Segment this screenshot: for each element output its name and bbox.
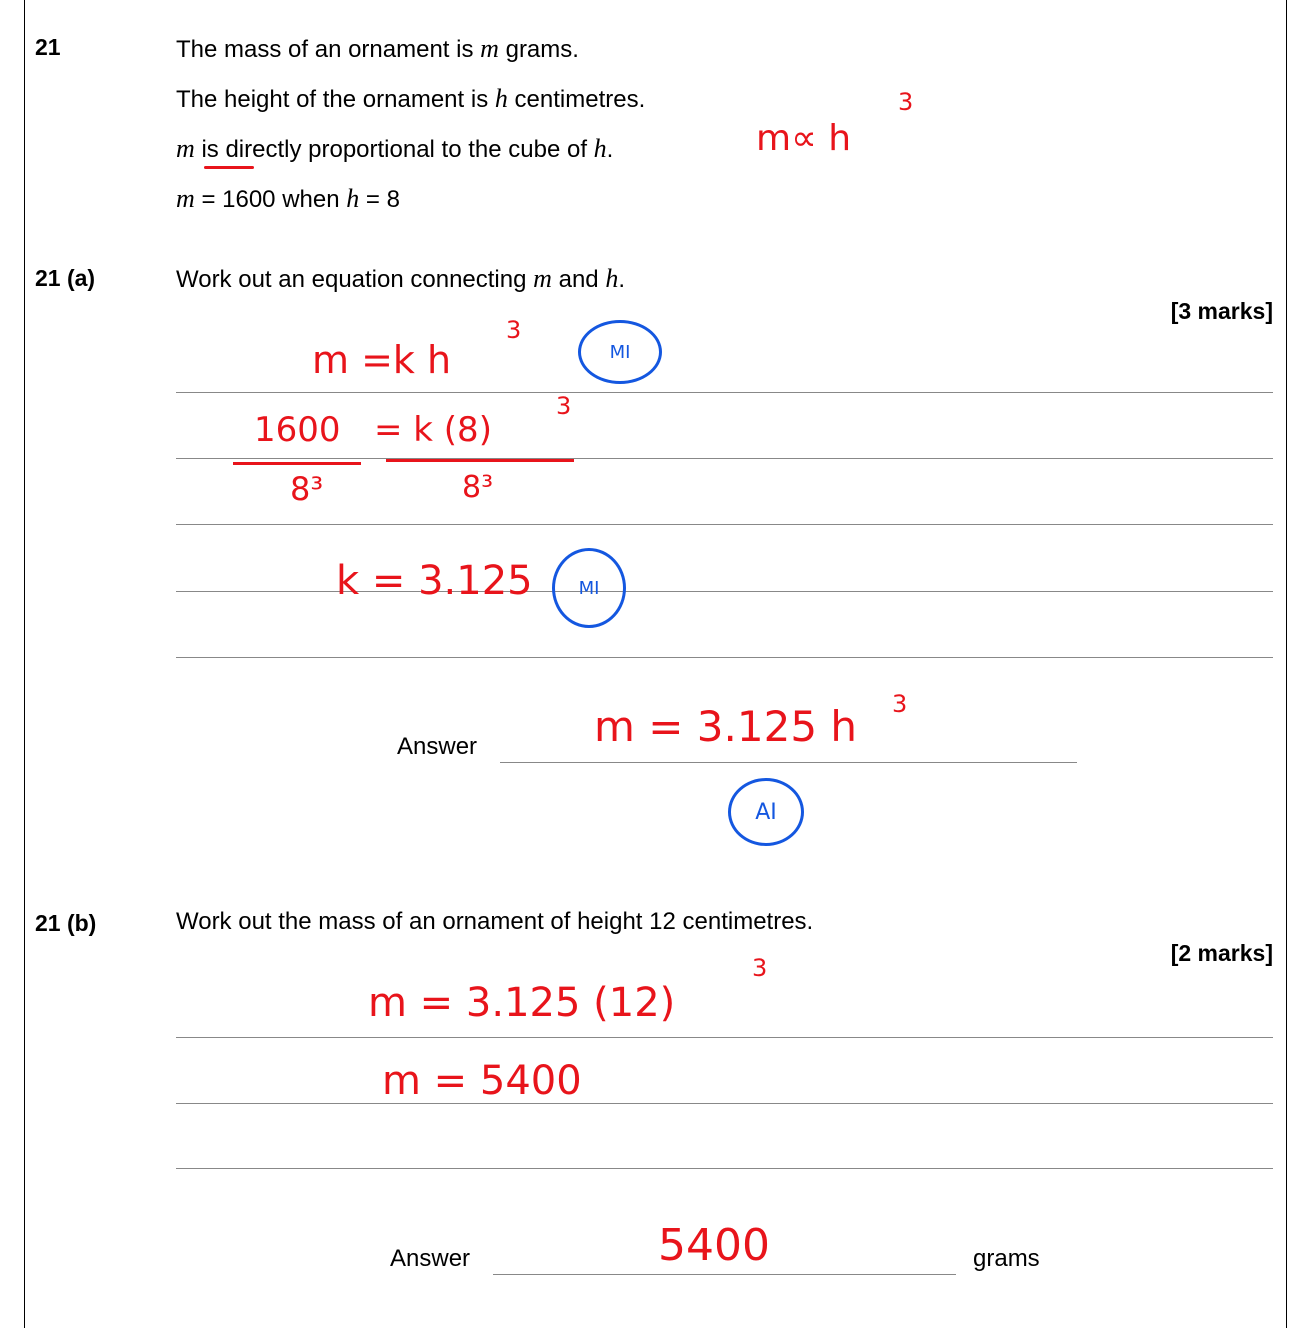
part-a-prompt: Work out an equation connecting m and h. — [176, 264, 625, 293]
method-mark-circle: MI — [578, 320, 662, 384]
fraction-bar — [233, 462, 361, 465]
working-a-line-1-power: 3 — [506, 316, 522, 344]
intro-line-2: The height of the ornament is h centimetres. — [176, 84, 646, 113]
intro-line-1: The mass of an ornament is m grams. — [176, 34, 579, 63]
answer-rule — [176, 1168, 1273, 1169]
fraction-bar — [386, 459, 574, 462]
answer-b-label: Answer — [390, 1245, 471, 1272]
answer-a-line — [500, 762, 1077, 763]
working-b-line-1: m = 3.125 (12) — [368, 980, 676, 1026]
part-b-marks: [2 marks] — [1170, 940, 1273, 966]
answer-rule — [176, 392, 1273, 393]
intro-line-3: m is directly proportional to the cube of h. — [176, 134, 614, 163]
answer-rule — [176, 524, 1273, 525]
method-mark-circle: MI — [552, 548, 626, 628]
part-b-label: 21 (b) — [35, 910, 97, 936]
answer-a-power: 3 — [892, 690, 908, 718]
working-a-line-3-left: 8³ — [290, 470, 324, 508]
answer-rule — [176, 1103, 1273, 1104]
answer-b-unit: grams — [973, 1245, 1040, 1272]
handwritten-proportional-note: m∝ h — [756, 118, 852, 159]
answer-rule — [176, 1037, 1273, 1038]
working-a-line-1: m =k h — [312, 338, 452, 382]
part-b-prompt: Work out the mass of an ornament of height 12 centimetres. — [176, 908, 814, 935]
answer-b-line — [493, 1274, 956, 1275]
part-a-marks: [3 marks] — [1170, 298, 1273, 324]
question-number: 21 — [35, 34, 61, 60]
intro-line-4: m = 1600 when h = 8 — [176, 184, 400, 213]
answer-a-value: m = 3.125 h — [594, 702, 858, 751]
working-b-line-1-power: 3 — [752, 954, 768, 982]
answer-b-value: 5400 — [658, 1220, 770, 1271]
working-a-line-2-right: = k (8) — [374, 410, 492, 450]
working-a-line-2-left: 1600 — [254, 410, 341, 450]
answer-rule — [176, 458, 1273, 459]
answer-a-label: Answer — [397, 733, 478, 760]
working-a-line-2-power: 3 — [556, 392, 572, 420]
part-a-label: 21 (a) — [35, 265, 96, 291]
handwritten-underline — [204, 166, 254, 169]
handwritten-proportional-power: 3 — [898, 88, 914, 116]
accuracy-mark-circle: AI — [728, 778, 804, 846]
working-b-line-2: m = 5400 — [382, 1058, 582, 1104]
answer-rule — [176, 657, 1273, 658]
working-a-line-4: k = 3.125 — [336, 558, 533, 604]
working-a-line-3-right: 8³ — [462, 470, 494, 505]
